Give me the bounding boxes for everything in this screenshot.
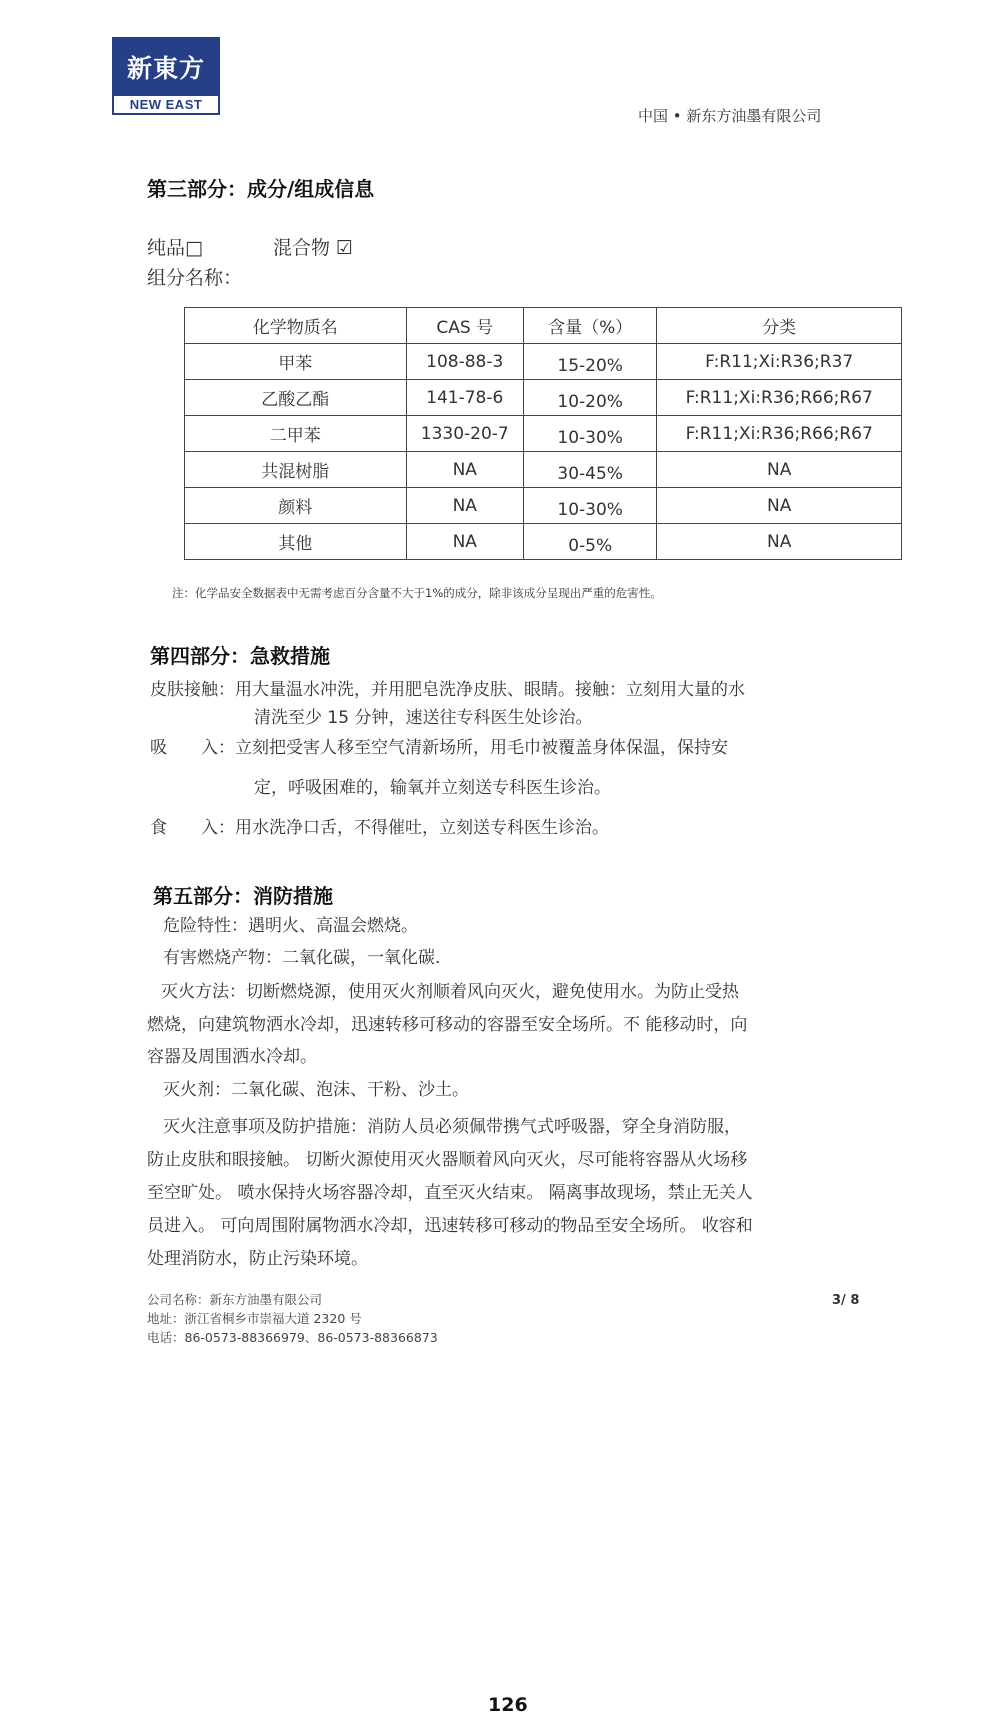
cell-chemical-name: 乙酸乙酯	[185, 380, 407, 416]
section4-title: 第四部分：急救措施	[150, 644, 330, 668]
cell-classification: F:R11;Xi:R36;R37	[657, 344, 902, 380]
header-content-percent: 含量（%）	[524, 308, 657, 344]
table-row	[185, 488, 902, 524]
page-number: 126	[488, 1694, 528, 1716]
footer-address: 地址：浙江省桐乡市崇福大道 2320 号	[147, 1311, 362, 1326]
table-row	[185, 452, 902, 488]
section3-title: 第三部分：成分/组成信息	[147, 177, 375, 201]
cell-cas-number: NA	[406, 452, 524, 488]
logo-chinese-name: 新東方	[112, 37, 220, 96]
cell-cas-number: 108-88-3	[406, 344, 524, 380]
footer-company-name: 公司名称：新东方油墨有限公司	[147, 1292, 323, 1307]
cell-chemical-name: 共混树脂	[185, 452, 407, 488]
fire-precautions-line1: 灭火注意事项及防护措施：消防人员必须佩带携气式呼吸器，穿全身消防服，	[163, 1117, 741, 1137]
cell-content-percent: 15-20%	[524, 344, 657, 380]
logo-english-name: NEW EAST	[112, 96, 220, 115]
table-footnote: 注：化学品安全数据表中无需考虑百分含量不大于1%的成分，除非该成分呈现出严重的危害性。	[172, 586, 662, 600]
fire-method-line3: 容器及周围洒水冷却。	[147, 1047, 317, 1067]
section5-title: 第五部分：消防措施	[153, 884, 333, 908]
cell-chemical-name: 颜料	[185, 488, 407, 524]
cell-chemical-name: 甲苯	[185, 344, 407, 380]
cell-content-percent: 10-20%	[524, 380, 657, 416]
cell-content-percent: 10-30%	[524, 416, 657, 452]
cell-content-percent: 0-5%	[524, 524, 657, 560]
cell-cas-number: 141-78-6	[406, 380, 524, 416]
fire-precautions-line4: 员进入。 可向周围附属物洒水冷却，迅速转移可移动的物品至安全场所。 收容和	[147, 1216, 753, 1236]
cell-cas-number: NA	[406, 524, 524, 560]
table-row	[185, 344, 902, 380]
cell-cas-number: NA	[406, 488, 524, 524]
cell-classification: NA	[657, 452, 902, 488]
table-row	[185, 524, 902, 560]
pure-substance-option: 纯品□	[147, 237, 203, 259]
cell-classification: NA	[657, 524, 902, 560]
cell-content-percent: 10-30%	[524, 488, 657, 524]
cell-classification: F:R11;Xi:R36;R66;R67	[657, 416, 902, 452]
cell-chemical-name: 二甲苯	[185, 416, 407, 452]
first-aid-inhalation-line1: 吸 入：立刻把受害人移至空气清新场所，用毛巾被覆盖身体保温，保持安	[150, 738, 728, 758]
fire-combustion-products-line: 有害燃烧产物：二氧化碳，一氧化碳.	[163, 948, 441, 968]
fire-extinguishing-agent-line: 灭火剂：二氧化碳、泡沫、干粉、沙土。	[163, 1080, 469, 1100]
company-logo	[112, 37, 220, 115]
components-label: 组分名称：	[147, 267, 243, 289]
fire-method-line1: 灭火方法：切断燃烧源，使用灭火剂顺着风向灭火，避免使用水。为防止受热	[161, 982, 739, 1002]
fire-hazard-line: 危险特性：遇明火、高温会燃烧。	[163, 916, 418, 936]
header-classification: 分类	[657, 308, 902, 344]
cell-cas-number: 1330-20-7	[406, 416, 524, 452]
cell-content-percent: 30-45%	[524, 452, 657, 488]
cell-classification: NA	[657, 488, 902, 524]
fire-precautions-line3: 至空旷处。 喷水保持火场容器冷却，直至灭火结束。 隔离事故现场，禁止无关人	[147, 1183, 753, 1203]
mixture-option: 混合物 ☑	[273, 237, 354, 259]
table-row	[185, 380, 902, 416]
header-company-name: 中国 • 新东方油墨有限公司	[638, 107, 822, 125]
header-cas-number: CAS 号	[406, 308, 524, 344]
table-row	[185, 416, 902, 452]
first-aid-inhalation-line2: 定，呼吸困难的，输氧并立刻送专科医生诊治。	[254, 778, 611, 798]
footer-page-of: 3/ 8	[832, 1293, 860, 1308]
header-chemical-name: 化学物质名	[185, 308, 407, 344]
cell-classification: F:R11;Xi:R36;R66;R67	[657, 380, 902, 416]
fire-precautions-line2: 防止皮肤和眼接触。 切断火源使用灭火器顺着风向灭火，尽可能将容器从火场移	[147, 1150, 748, 1170]
cell-chemical-name: 其他	[185, 524, 407, 560]
fire-precautions-line5: 处理消防水，防止污染环境。	[147, 1249, 368, 1269]
table-header-row	[185, 308, 902, 344]
first-aid-ingestion-line: 食 入：用水洗净口舌，不得催吐，立刻送专科医生诊治。	[150, 818, 609, 838]
footer-phone: 电话：86-0573-88366979、86-0573-88366873	[147, 1330, 438, 1345]
composition-table	[184, 307, 902, 560]
first-aid-skin-line1: 皮肤接触：用大量温水冲洗，并用肥皂洗净皮肤、眼睛。接触：立刻用大量的水	[150, 680, 745, 700]
first-aid-skin-line2: 清洗至少 15 分钟，速送往专科医生处诊治。	[254, 708, 593, 728]
fire-method-line2: 燃烧，向建筑物洒水冷却，迅速转移可移动的容器至安全场所。不 能移动时，向	[147, 1015, 748, 1035]
